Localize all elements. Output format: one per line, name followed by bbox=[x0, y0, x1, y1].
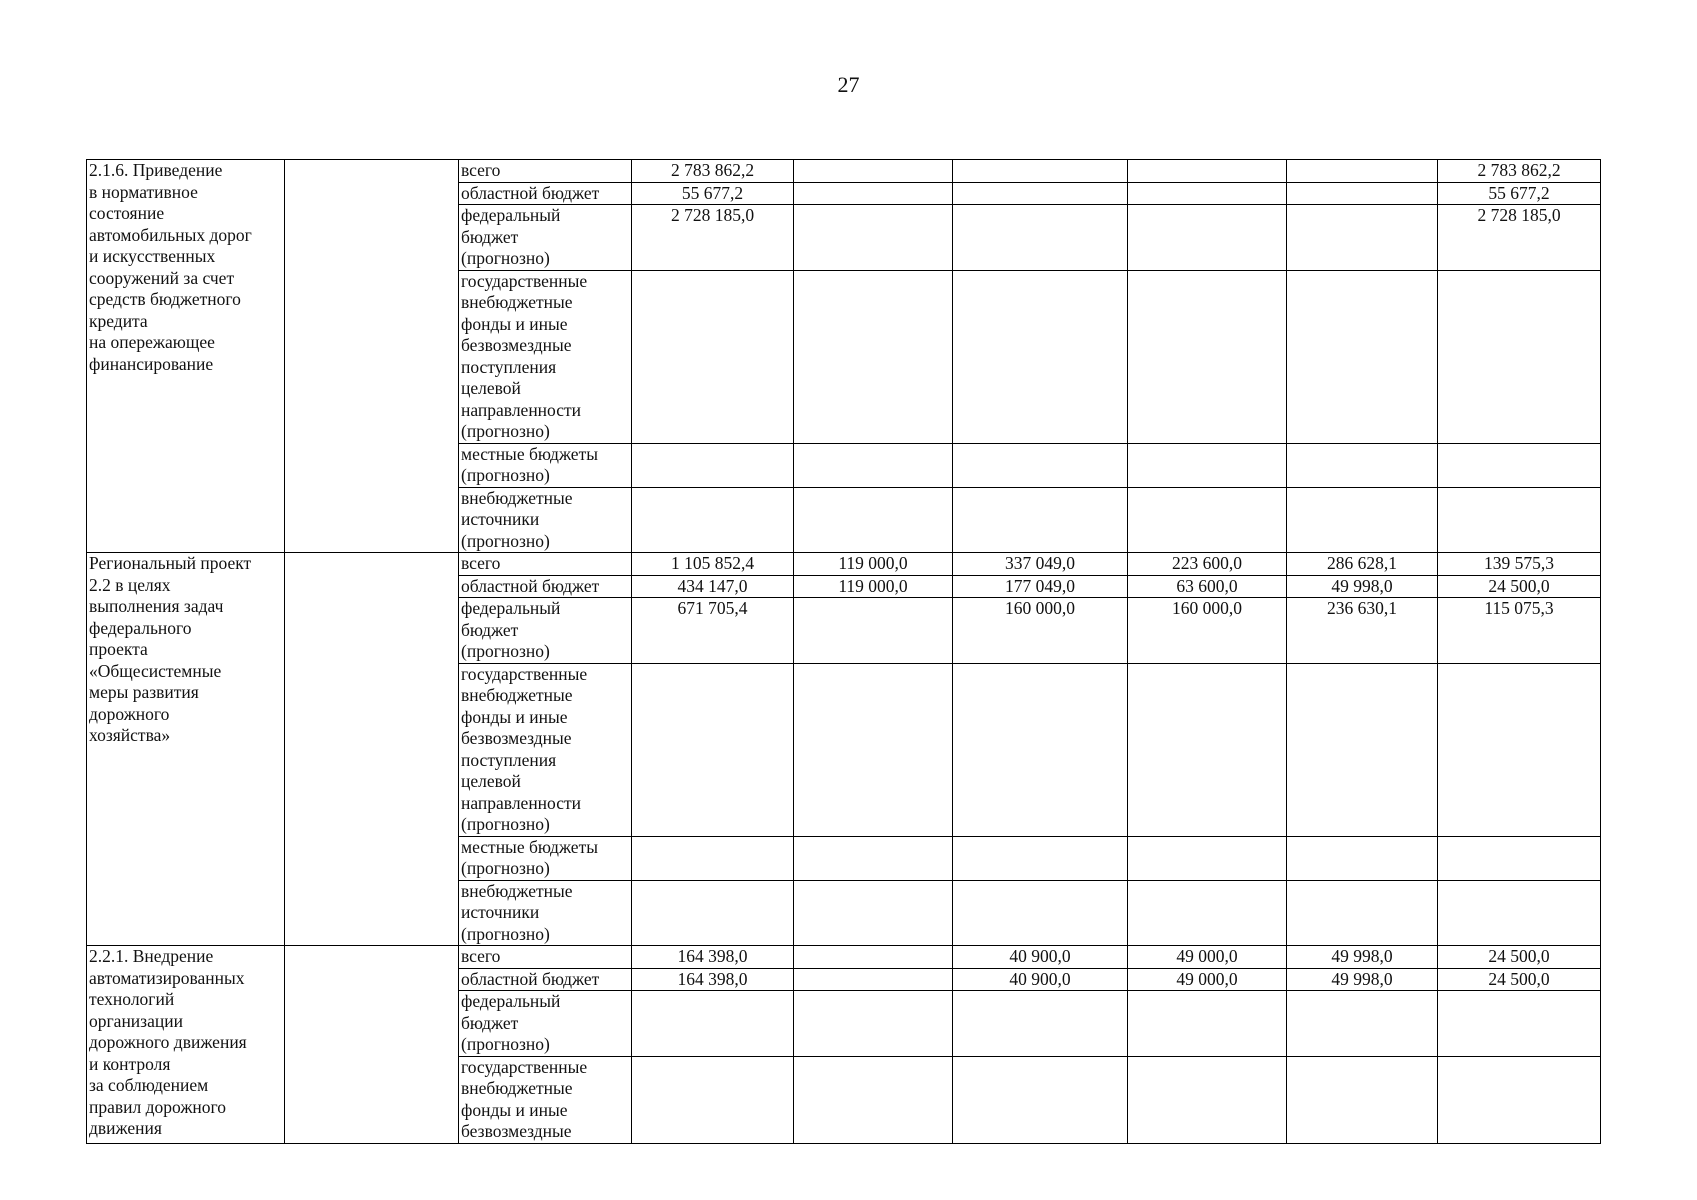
value-year-1 bbox=[794, 182, 953, 205]
funding-source: внебюджетные источники (прогнозно) bbox=[459, 880, 632, 946]
value-total: 164 398,0 bbox=[632, 946, 794, 969]
value-year-4: 49 998,0 bbox=[1287, 946, 1438, 969]
funding-source: всего bbox=[459, 946, 632, 969]
value-year-3 bbox=[1128, 443, 1287, 487]
value-year-3 bbox=[1128, 991, 1287, 1057]
table-body bbox=[87, 160, 1601, 1144]
value-year-2 bbox=[953, 205, 1128, 271]
value-year-3 bbox=[1128, 1056, 1287, 1143]
value-year-4: 286 628,1 bbox=[1287, 553, 1438, 576]
funding-source: государственные внебюджетные фонды и иные безвозмездные поступления целевой направленности (прогнозно) bbox=[459, 270, 632, 443]
value-year-1 bbox=[794, 598, 953, 664]
value-total: 55 677,2 bbox=[632, 182, 794, 205]
value-year-3 bbox=[1128, 160, 1287, 183]
value-year-4 bbox=[1287, 205, 1438, 271]
value-total: 434 147,0 bbox=[632, 575, 794, 598]
value-year-2 bbox=[953, 182, 1128, 205]
value-year-3 bbox=[1128, 487, 1287, 553]
value-year-5: 115 075,3 bbox=[1438, 598, 1601, 664]
table-row bbox=[87, 946, 1601, 969]
value-year-1 bbox=[794, 836, 953, 880]
value-total bbox=[632, 836, 794, 880]
value-year-4 bbox=[1287, 487, 1438, 553]
value-year-5: 24 500,0 bbox=[1438, 968, 1601, 991]
value-year-2 bbox=[953, 160, 1128, 183]
value-total bbox=[632, 663, 794, 836]
value-year-5 bbox=[1438, 270, 1601, 443]
value-year-5 bbox=[1438, 487, 1601, 553]
value-total: 671 705,4 bbox=[632, 598, 794, 664]
value-year-4 bbox=[1287, 160, 1438, 183]
value-year-2: 40 900,0 bbox=[953, 968, 1128, 991]
section-title: Региональный проект 2.2 в целях выполнения задач федерального проекта «Общесистемные меры развития дорожного хозяйства» bbox=[87, 553, 285, 946]
funding-source: областной бюджет bbox=[459, 968, 632, 991]
value-year-3: 223 600,0 bbox=[1128, 553, 1287, 576]
value-year-1 bbox=[794, 487, 953, 553]
value-year-4: 49 998,0 bbox=[1287, 968, 1438, 991]
funding-source: федеральный бюджет (прогнозно) bbox=[459, 991, 632, 1057]
value-year-3 bbox=[1128, 205, 1287, 271]
value-year-3 bbox=[1128, 663, 1287, 836]
value-year-3 bbox=[1128, 880, 1287, 946]
value-total bbox=[632, 443, 794, 487]
value-year-5 bbox=[1438, 836, 1601, 880]
value-year-2: 160 000,0 bbox=[953, 598, 1128, 664]
value-year-2: 40 900,0 bbox=[953, 946, 1128, 969]
funding-source: всего bbox=[459, 160, 632, 183]
value-year-3 bbox=[1128, 182, 1287, 205]
value-year-5 bbox=[1438, 1056, 1601, 1143]
value-year-3: 160 000,0 bbox=[1128, 598, 1287, 664]
value-year-4 bbox=[1287, 270, 1438, 443]
value-year-3 bbox=[1128, 836, 1287, 880]
table-row bbox=[87, 160, 1601, 183]
budget-table bbox=[86, 159, 1601, 1144]
value-year-4 bbox=[1287, 1056, 1438, 1143]
value-year-2 bbox=[953, 880, 1128, 946]
value-year-2 bbox=[953, 487, 1128, 553]
value-year-2: 337 049,0 bbox=[953, 553, 1128, 576]
value-year-2 bbox=[953, 1056, 1128, 1143]
funding-source: всего bbox=[459, 553, 632, 576]
value-total bbox=[632, 1056, 794, 1143]
section-title: 2.1.6. Приведение в нормативное состояние автомобильных дорог и искусственных сооружений за счет средств бюджетного кредита на опережающее финансирование bbox=[87, 160, 285, 553]
funding-source: внебюджетные источники (прогнозно) bbox=[459, 487, 632, 553]
value-year-1 bbox=[794, 270, 953, 443]
section-title: 2.2.1. Внедрение автоматизированных технологий организации дорожного движения и контроля за соблюдением правил дорожного движения bbox=[87, 946, 285, 1144]
value-year-4 bbox=[1287, 182, 1438, 205]
value-year-1: 119 000,0 bbox=[794, 553, 953, 576]
value-year-5 bbox=[1438, 663, 1601, 836]
funding-source: федеральный бюджет (прогнозно) bbox=[459, 598, 632, 664]
funding-source: местные бюджеты (прогнозно) bbox=[459, 443, 632, 487]
page-number: 27 bbox=[837, 72, 860, 97]
funding-source: федеральный бюджет (прогнозно) bbox=[459, 205, 632, 271]
value-year-1 bbox=[794, 991, 953, 1057]
value-total bbox=[632, 270, 794, 443]
funding-source: государственные внебюджетные фонды и иные безвозмездные bbox=[459, 1056, 632, 1143]
value-year-1 bbox=[794, 205, 953, 271]
value-year-5 bbox=[1438, 880, 1601, 946]
value-year-4: 49 998,0 bbox=[1287, 575, 1438, 598]
executor-cell bbox=[285, 553, 459, 946]
value-year-2 bbox=[953, 836, 1128, 880]
value-total bbox=[632, 991, 794, 1057]
value-year-3: 63 600,0 bbox=[1128, 575, 1287, 598]
value-year-4 bbox=[1287, 880, 1438, 946]
value-year-4 bbox=[1287, 991, 1438, 1057]
value-year-2 bbox=[953, 663, 1128, 836]
funding-source: местные бюджеты (прогнозно) bbox=[459, 836, 632, 880]
value-year-1 bbox=[794, 1056, 953, 1143]
value-year-2 bbox=[953, 991, 1128, 1057]
executor-cell bbox=[285, 946, 459, 1144]
value-year-3: 49 000,0 bbox=[1128, 946, 1287, 969]
value-total: 164 398,0 bbox=[632, 968, 794, 991]
value-year-1 bbox=[794, 443, 953, 487]
value-year-4 bbox=[1287, 663, 1438, 836]
value-year-3 bbox=[1128, 270, 1287, 443]
value-year-5 bbox=[1438, 991, 1601, 1057]
value-total bbox=[632, 880, 794, 946]
value-year-1 bbox=[794, 160, 953, 183]
value-total: 2 783 862,2 bbox=[632, 160, 794, 183]
value-total: 1 105 852,4 bbox=[632, 553, 794, 576]
value-year-2 bbox=[953, 270, 1128, 443]
value-total bbox=[632, 487, 794, 553]
value-year-1 bbox=[794, 946, 953, 969]
value-year-5: 2 728 185,0 bbox=[1438, 205, 1601, 271]
value-total: 2 728 185,0 bbox=[632, 205, 794, 271]
value-year-1 bbox=[794, 880, 953, 946]
table-row bbox=[87, 553, 1601, 576]
value-year-4 bbox=[1287, 443, 1438, 487]
funding-source: государственные внебюджетные фонды и иные безвозмездные поступления целевой направленности (прогнозно) bbox=[459, 663, 632, 836]
value-year-1 bbox=[794, 968, 953, 991]
value-year-2: 177 049,0 bbox=[953, 575, 1128, 598]
value-year-5: 2 783 862,2 bbox=[1438, 160, 1601, 183]
value-year-5: 24 500,0 bbox=[1438, 946, 1601, 969]
value-year-5: 24 500,0 bbox=[1438, 575, 1601, 598]
funding-source: областной бюджет bbox=[459, 575, 632, 598]
value-year-2 bbox=[953, 443, 1128, 487]
value-year-1: 119 000,0 bbox=[794, 575, 953, 598]
value-year-1 bbox=[794, 663, 953, 836]
value-year-4 bbox=[1287, 836, 1438, 880]
executor-cell bbox=[285, 160, 459, 553]
value-year-5: 55 677,2 bbox=[1438, 182, 1601, 205]
value-year-4: 236 630,1 bbox=[1287, 598, 1438, 664]
value-year-5 bbox=[1438, 443, 1601, 487]
value-year-3: 49 000,0 bbox=[1128, 968, 1287, 991]
funding-source: областной бюджет bbox=[459, 182, 632, 205]
value-year-5: 139 575,3 bbox=[1438, 553, 1601, 576]
